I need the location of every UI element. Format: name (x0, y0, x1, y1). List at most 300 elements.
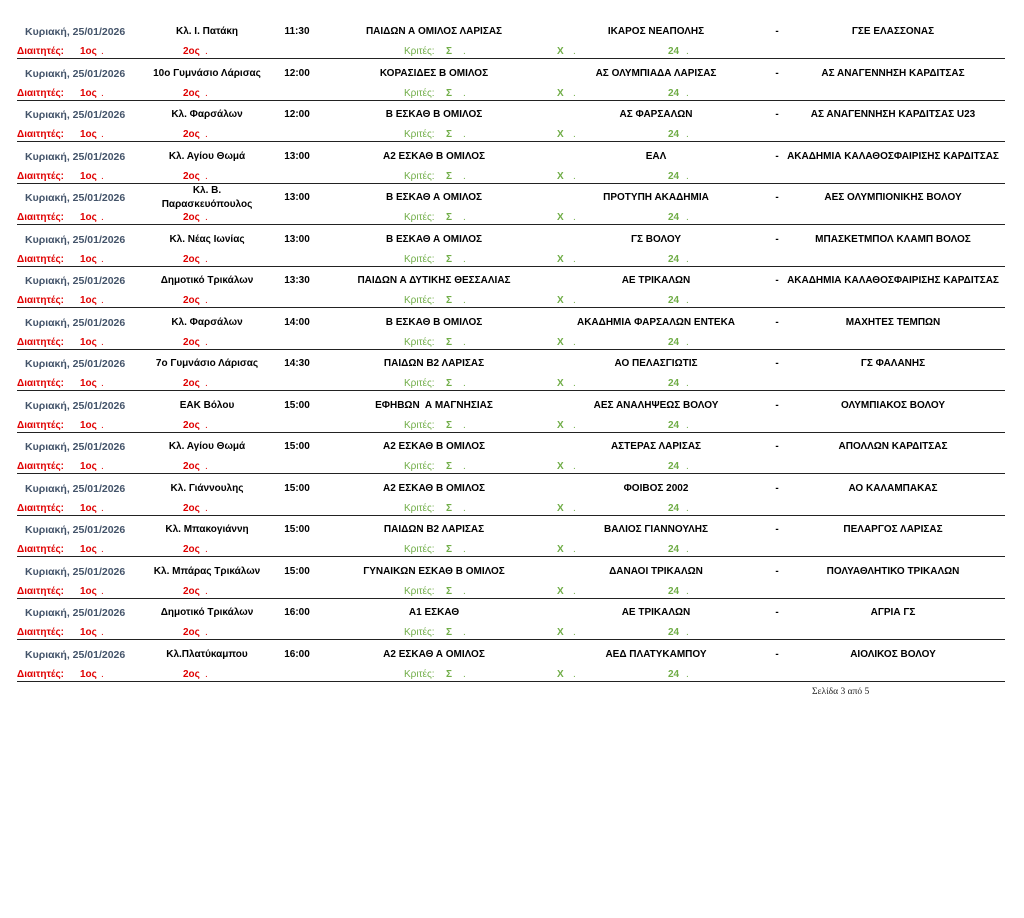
match-time: 13:00 (284, 192, 310, 204)
referee-1-name: . (101, 378, 104, 390)
venue-name: Κλ. Αγίου Θωμά (168, 441, 246, 453)
match-category: Α2 ΕΣΚΑΘ Α ΟΜΙΛΟΣ (383, 648, 485, 660)
row-separator (17, 58, 1005, 59)
referee-1-label: 1ος (80, 544, 97, 556)
judges-label: Κριτές: (404, 336, 435, 348)
timer-name: . (573, 378, 576, 390)
match-row (0, 479, 1024, 521)
judges-label: Κριτές: (404, 627, 435, 639)
venue-name: Κλ. Μπάρας Τρικάλων (153, 565, 261, 577)
shot-clock-label: 24 (668, 627, 680, 639)
versus-dash: - (775, 482, 779, 494)
shot-clock-name: . (686, 378, 689, 390)
match-list (0, 22, 1024, 686)
versus-dash: - (775, 150, 779, 162)
match-category: ΚΟΡΑΣΙΔΕΣ Β ΟΜΙΛΟΣ (379, 67, 489, 79)
match-info-line (0, 22, 1024, 42)
timer-name: . (573, 419, 576, 431)
match-venue (150, 518, 264, 542)
scorer-label: Σ (446, 129, 453, 141)
shot-clock-name: . (686, 336, 689, 348)
shot-clock-label: 24 (668, 461, 680, 473)
shot-clock-label: 24 (668, 170, 680, 182)
scorer-label: Σ (446, 668, 453, 680)
versus-dash: - (775, 26, 779, 37)
scorer-label: Σ (446, 502, 453, 514)
timer-label: Χ (557, 419, 564, 431)
shot-clock-label: 24 (668, 668, 680, 680)
judges-label: Κριτές: (404, 419, 435, 431)
match-venue (150, 20, 264, 44)
timer-label: Χ (557, 253, 564, 265)
judges-label: Κριτές: (404, 544, 435, 556)
shot-clock-name: . (686, 46, 689, 57)
referee-1-name: . (101, 585, 104, 597)
timer-name: . (573, 336, 576, 348)
shot-clock-name: . (686, 585, 689, 597)
match-venue (150, 62, 264, 86)
versus-dash: - (775, 648, 779, 660)
shot-clock-name: . (686, 170, 689, 182)
referee-2-label: 2ος (183, 129, 200, 141)
timer-label: Χ (557, 668, 564, 680)
row-separator (17, 681, 1005, 682)
timer-name: . (573, 212, 576, 224)
referee-2-label: 2ος (183, 46, 200, 57)
match-date: Κυριακή, 25/01/2026 (25, 109, 126, 122)
match-time: 13:00 (284, 233, 310, 245)
scorer-label: Σ (446, 627, 453, 639)
timer-name: . (573, 129, 576, 141)
home-team: ΑΟ ΠΕΛΑΣΓΙΩΤΙΣ (614, 358, 698, 370)
home-team: ΔΑΝΑΟΙ ΤΡΙΚΑΛΩΝ (609, 565, 703, 577)
match-venue (150, 186, 264, 210)
match-time: 12:00 (284, 109, 310, 121)
scorer-name: . (463, 253, 466, 265)
match-category: Α1 ΕΣΚΑΘ (408, 607, 460, 619)
match-row (0, 603, 1024, 645)
scorer-label: Σ (446, 585, 453, 597)
match-info-line (0, 645, 1024, 665)
match-row (0, 645, 1024, 687)
timer-label: Χ (557, 627, 564, 639)
scorer-name: . (463, 668, 466, 680)
timer-label: Χ (557, 544, 564, 556)
shot-clock-label: 24 (668, 295, 680, 307)
shot-clock-label: 24 (668, 212, 680, 224)
referees-label: Διαιτητές: (17, 212, 64, 224)
match-row (0, 230, 1024, 272)
referee-2-name: . (205, 212, 208, 224)
referee-1-name: . (101, 502, 104, 514)
judges-label: Κριτές: (404, 461, 435, 473)
timer-label: Χ (557, 295, 564, 307)
match-date: Κυριακή, 25/01/2026 (25, 358, 126, 371)
shot-clock-label: 24 (668, 336, 680, 348)
judges-label: Κριτές: (404, 87, 435, 99)
match-category: ΠΑΙΔΩΝ Β2 ΛΑΡΙΣΑΣ (383, 524, 485, 536)
match-row (0, 396, 1024, 438)
away-team: ΑΚΑΔΗΜΙΑ ΚΑΛΑΘΟΣΦΑΙΡΙΣΗΣ ΚΑΡΔΙΤΣΑΣ (787, 275, 999, 287)
timer-label: Χ (557, 502, 564, 514)
scorer-label: Σ (446, 461, 453, 473)
row-separator (17, 349, 1005, 350)
referee-2-label: 2ος (183, 87, 200, 99)
match-venue (150, 103, 264, 127)
match-category: ΠΑΙΔΩΝ Β2 ΛΑΡΙΣΑΣ (383, 358, 485, 370)
scorer-name: . (463, 585, 466, 597)
away-team: ΑΣ ΑΝΑΓΕΝΝΗΣΗ ΚΑΡΔΙΤΣΑΣ U23 (810, 109, 976, 121)
referee-2-label: 2ος (183, 544, 200, 556)
timer-label: Χ (557, 336, 564, 348)
row-separator (17, 515, 1005, 516)
match-category: Β ΕΣΚΑΘ Α ΟΜΙΛΟΣ (385, 192, 483, 204)
home-team: ΑΕΣ ΑΝΑΛΗΨΕΩΣ ΒΟΛΟΥ (593, 399, 719, 411)
timer-label: Χ (557, 461, 564, 473)
versus-dash: - (775, 192, 779, 204)
away-team: ΓΣΕ ΕΛΑΣΣΟΝΑΣ (851, 26, 935, 37)
referees-label: Διαιτητές: (17, 585, 64, 597)
referee-1-name: . (101, 295, 104, 307)
match-date: Κυριακή, 25/01/2026 (25, 482, 126, 495)
referees-label: Διαιτητές: (17, 295, 64, 307)
match-row (0, 105, 1024, 147)
referee-2-label: 2ος (183, 419, 200, 431)
away-team: ΑΠΟΛΛΩΝ ΚΑΡΔΙΤΣΑΣ (838, 441, 948, 453)
scorer-name: . (463, 212, 466, 224)
match-time: 16:00 (284, 607, 310, 619)
shot-clock-label: 24 (668, 544, 680, 556)
match-info-line (0, 562, 1024, 582)
row-separator (17, 556, 1005, 557)
match-time: 15:00 (284, 441, 310, 453)
referee-2-label: 2ος (183, 627, 200, 639)
match-row (0, 147, 1024, 189)
referee-1-label: 1ος (80, 461, 97, 473)
venue-name: Κλ. Φαρσάλων (171, 316, 243, 328)
referee-2-name: . (205, 295, 208, 307)
venue-name: ΕΑΚ Βόλου (179, 399, 235, 411)
referees-label: Διαιτητές: (17, 419, 64, 431)
scorer-name: . (463, 87, 466, 99)
away-team: ΜΑΧΗΤΕΣ ΤΕΜΠΩΝ (845, 316, 941, 328)
referee-1-label: 1ος (80, 378, 97, 390)
scorer-label: Σ (446, 212, 453, 224)
match-row (0, 22, 1024, 64)
match-date: Κυριακή, 25/01/2026 (25, 648, 126, 661)
match-row (0, 437, 1024, 479)
referees-label: Διαιτητές: (17, 170, 64, 182)
referee-1-name: . (101, 129, 104, 141)
match-row (0, 271, 1024, 313)
scorer-label: Σ (446, 46, 453, 57)
match-venue (150, 394, 264, 418)
referee-1-label: 1ος (80, 87, 97, 99)
referee-1-label: 1ος (80, 46, 97, 57)
scorer-name: . (463, 627, 466, 639)
home-team: ΑΣ ΟΛΥΜΠΙΑΔΑ ΛΑΡΙΣΑΣ (595, 67, 717, 79)
match-row (0, 313, 1024, 355)
venue-name: Δημοτικό Τρικάλων (160, 275, 254, 287)
referee-1-name: . (101, 46, 104, 57)
home-team: ΑΚΑΔΗΜΙΑ ΦΑΡΣΑΛΩΝ ΕΝΤΕΚΑ (576, 316, 736, 328)
match-row (0, 520, 1024, 562)
match-date: Κυριακή, 25/01/2026 (25, 26, 126, 38)
referee-2-label: 2ος (183, 295, 200, 307)
row-separator (17, 224, 1005, 225)
scorer-label: Σ (446, 544, 453, 556)
venue-name: Κλ. Ι. Πατάκη (175, 26, 239, 37)
referee-2-label: 2ος (183, 253, 200, 265)
match-date: Κυριακή, 25/01/2026 (25, 565, 126, 578)
venue-name: Κλ. Μπακογιάννη (165, 524, 249, 536)
match-time: 14:30 (284, 358, 310, 370)
referee-1-name: . (101, 336, 104, 348)
referee-1-label: 1ος (80, 253, 97, 265)
shot-clock-name: . (686, 627, 689, 639)
away-team: ΠΟΛΥΑΘΛΗΤΙΚΟ ΤΡΙΚΑΛΩΝ (826, 565, 960, 577)
match-category: Α2 ΕΣΚΑΘ Β ΟΜΙΛΟΣ (382, 482, 486, 494)
match-info-line (0, 313, 1024, 333)
match-info-line (0, 105, 1024, 125)
match-date: Κυριακή, 25/01/2026 (25, 192, 126, 205)
match-category: Α2 ΕΣΚΑΘ Β ΟΜΙΛΟΣ (382, 150, 486, 162)
referee-1-label: 1ος (80, 212, 97, 224)
match-category: Β ΕΣΚΑΘ Β ΟΜΙΛΟΣ (385, 109, 483, 121)
versus-dash: - (775, 233, 779, 245)
match-venue (150, 643, 264, 667)
venue-name: Κλ.Πλατύκαμπου (166, 648, 248, 660)
referee-2-label: 2ος (183, 585, 200, 597)
scorer-name: . (463, 378, 466, 390)
shot-clock-label: 24 (668, 129, 680, 141)
referee-1-name: . (101, 253, 104, 265)
referees-label: Διαιτητές: (17, 461, 64, 473)
judges-label: Κριτές: (404, 585, 435, 597)
referee-2-name: . (205, 170, 208, 182)
match-venue (150, 477, 264, 501)
match-info-line (0, 603, 1024, 623)
match-date: Κυριακή, 25/01/2026 (25, 150, 126, 163)
away-team: ΑΓΡΙΑ ΓΣ (870, 607, 916, 619)
versus-dash: - (775, 67, 779, 79)
referee-1-name: . (101, 419, 104, 431)
match-date: Κυριακή, 25/01/2026 (25, 441, 126, 454)
referee-2-label: 2ος (183, 502, 200, 514)
match-category: Α2 ΕΣΚΑΘ Β ΟΜΙΛΟΣ (382, 441, 486, 453)
scorer-name: . (463, 336, 466, 348)
match-info-line (0, 354, 1024, 374)
away-team: ΑΣ ΑΝΑΓΕΝΝΗΣΗ ΚΑΡΔΙΤΣΑΣ (821, 67, 965, 79)
timer-name: . (573, 295, 576, 307)
referee-1-label: 1ος (80, 502, 97, 514)
versus-dash: - (775, 316, 779, 328)
row-separator (17, 183, 1005, 184)
referees-label: Διαιτητές: (17, 627, 64, 639)
referees-label: Διαιτητές: (17, 544, 64, 556)
judges-label: Κριτές: (404, 170, 435, 182)
away-team: ΓΣ ΦΑΛΑΝΗΣ (860, 358, 926, 370)
timer-label: Χ (557, 170, 564, 182)
referee-2-name: . (205, 668, 208, 680)
match-info-line (0, 520, 1024, 540)
match-venue (150, 145, 264, 169)
shot-clock-name: . (686, 461, 689, 473)
referee-2-name: . (205, 129, 208, 141)
referee-2-name: . (205, 253, 208, 265)
referee-1-label: 1ος (80, 336, 97, 348)
venue-name: 10ο Γυμνάσιο Λάρισας (153, 67, 261, 79)
referee-1-name: . (101, 170, 104, 182)
home-team: ΠΡΟΤΥΠΗ ΑΚΑΔΗΜΙΑ (603, 192, 709, 204)
home-team: ΙΚΑΡΟΣ ΝΕΑΠΟΛΗΣ (607, 26, 705, 37)
shot-clock-label: 24 (668, 46, 680, 57)
match-time: 12:00 (284, 67, 310, 79)
match-row (0, 562, 1024, 604)
match-date: Κυριακή, 25/01/2026 (25, 316, 126, 329)
match-info-line (0, 147, 1024, 167)
match-time: 16:00 (284, 648, 310, 660)
venue-name: Κλ. Γιάννουλης (170, 482, 244, 494)
row-separator (17, 598, 1005, 599)
referees-label: Διαιτητές: (17, 502, 64, 514)
match-info-line (0, 396, 1024, 416)
referees-label: Διαιτητές: (17, 46, 64, 57)
referees-label: Διαιτητές: (17, 129, 64, 141)
judges-label: Κριτές: (404, 502, 435, 514)
timer-name: . (573, 170, 576, 182)
versus-dash: - (775, 441, 779, 453)
timer-label: Χ (557, 212, 564, 224)
scorer-name: . (463, 129, 466, 141)
away-team: ΑΚΑΔΗΜΙΑ ΚΑΛΑΘΟΣΦΑΙΡΙΣΗΣ ΚΑΡΔΙΤΣΑΣ (787, 150, 999, 162)
venue-name: Κλ. Νέας Ιωνίας (169, 233, 245, 245)
shot-clock-label: 24 (668, 87, 680, 99)
row-separator (17, 473, 1005, 474)
referees-label: Διαιτητές: (17, 253, 64, 265)
scorer-name: . (463, 502, 466, 514)
referee-2-name: . (205, 46, 208, 57)
timer-name: . (573, 502, 576, 514)
referee-1-label: 1ος (80, 129, 97, 141)
row-separator (17, 266, 1005, 267)
judges-label: Κριτές: (404, 295, 435, 307)
timer-name: . (573, 627, 576, 639)
home-team: ΑΣΤΕΡΑΣ ΛΑΡΙΣΑΣ (610, 441, 702, 453)
referee-2-label: 2ος (183, 212, 200, 224)
home-team: ΕΑΛ (645, 150, 667, 162)
match-venue (150, 311, 264, 335)
scorer-name: . (463, 170, 466, 182)
match-date: Κυριακή, 25/01/2026 (25, 275, 126, 288)
venue-name: Δημοτικό Τρικάλων (160, 607, 254, 619)
referee-2-name: . (205, 502, 208, 514)
shot-clock-label: 24 (668, 378, 680, 390)
match-category: ΓΥΝΑΙΚΩΝ ΕΣΚΑΘ Β ΟΜΙΛΟΣ (363, 565, 505, 577)
referee-1-label: 1ος (80, 295, 97, 307)
match-time: 13:30 (284, 275, 310, 287)
venue-name: 7ο Γυμνάσιο Λάρισας (155, 358, 259, 370)
referee-1-label: 1ος (80, 627, 97, 639)
referee-1-label: 1ος (80, 668, 97, 680)
match-time: 13:00 (284, 150, 310, 162)
row-separator (17, 432, 1005, 433)
match-time: 15:00 (284, 565, 310, 577)
timer-name: . (573, 253, 576, 265)
judges-label: Κριτές: (404, 378, 435, 390)
scorer-name: . (463, 295, 466, 307)
timer-name: . (573, 461, 576, 473)
shot-clock-name: . (686, 502, 689, 514)
row-separator (17, 390, 1005, 391)
shot-clock-name: . (686, 129, 689, 141)
away-team: ΑΕΣ ΟΛΥΜΠΙΟΝΙΚΗΣ ΒΟΛΟΥ (824, 192, 962, 204)
row-separator (17, 639, 1005, 640)
scorer-label: Σ (446, 170, 453, 182)
match-info-line (0, 186, 1024, 211)
match-venue (150, 228, 264, 252)
match-info-line (0, 479, 1024, 499)
shot-clock-name: . (686, 253, 689, 265)
referees-label: Διαιτητές: (17, 378, 64, 390)
match-date: Κυριακή, 25/01/2026 (25, 607, 126, 620)
timer-name: . (573, 585, 576, 597)
match-time: 15:00 (284, 482, 310, 494)
shot-clock-name: . (686, 668, 689, 680)
scorer-name: . (463, 461, 466, 473)
match-category: ΕΦΗΒΩΝ Α ΜΑΓΝΗΣΙΑΣ (375, 399, 493, 411)
home-team: ΑΕ ΤΡΙΚΑΛΩΝ (621, 275, 691, 287)
match-venue (150, 560, 264, 584)
away-team: ΜΠΑΣΚΕΤΜΠΟΛ ΚΛΑΜΠ ΒΟΛΟΣ (815, 233, 971, 245)
home-team: ΦΟΙΒΟΣ 2002 (623, 482, 689, 494)
match-date: Κυριακή, 25/01/2026 (25, 233, 126, 246)
referees-label: Διαιτητές: (17, 87, 64, 99)
match-row (0, 188, 1024, 230)
referee-1-label: 1ος (80, 585, 97, 597)
match-time: 11:30 (284, 26, 310, 37)
referee-1-name: . (101, 461, 104, 473)
match-date: Κυριακή, 25/01/2026 (25, 67, 126, 80)
timer-name: . (573, 544, 576, 556)
judges-label: Κριτές: (404, 46, 435, 57)
judges-label: Κριτές: (404, 129, 435, 141)
match-venue (150, 269, 264, 293)
scorer-label: Σ (446, 295, 453, 307)
match-row (0, 64, 1024, 106)
referee-2-label: 2ος (183, 668, 200, 680)
away-team: ΟΛΥΜΠΙΑΚΟΣ ΒΟΛΟΥ (840, 399, 946, 411)
match-row (0, 354, 1024, 396)
shot-clock-name: . (686, 419, 689, 431)
referee-2-label: 2ος (183, 378, 200, 390)
match-info-line (0, 271, 1024, 291)
match-info-line (0, 230, 1024, 250)
match-info-line (0, 64, 1024, 84)
match-time: 15:00 (284, 524, 310, 536)
match-venue (150, 435, 264, 459)
match-date: Κυριακή, 25/01/2026 (25, 399, 126, 412)
referee-2-label: 2ος (183, 170, 200, 182)
match-date: Κυριακή, 25/01/2026 (25, 524, 126, 537)
venue-name: Κλ. Φαρσάλων (171, 109, 243, 121)
row-separator (17, 307, 1005, 308)
away-team: ΑΙΟΛΙΚΟΣ ΒΟΛΟΥ (850, 648, 936, 660)
match-time: 14:00 (284, 316, 310, 328)
venue-name: Κλ. Αγίου Θωμά (168, 150, 246, 162)
match-category: Β ΕΣΚΑΘ Α ΟΜΙΛΟΣ (385, 233, 483, 245)
timer-label: Χ (557, 46, 564, 57)
